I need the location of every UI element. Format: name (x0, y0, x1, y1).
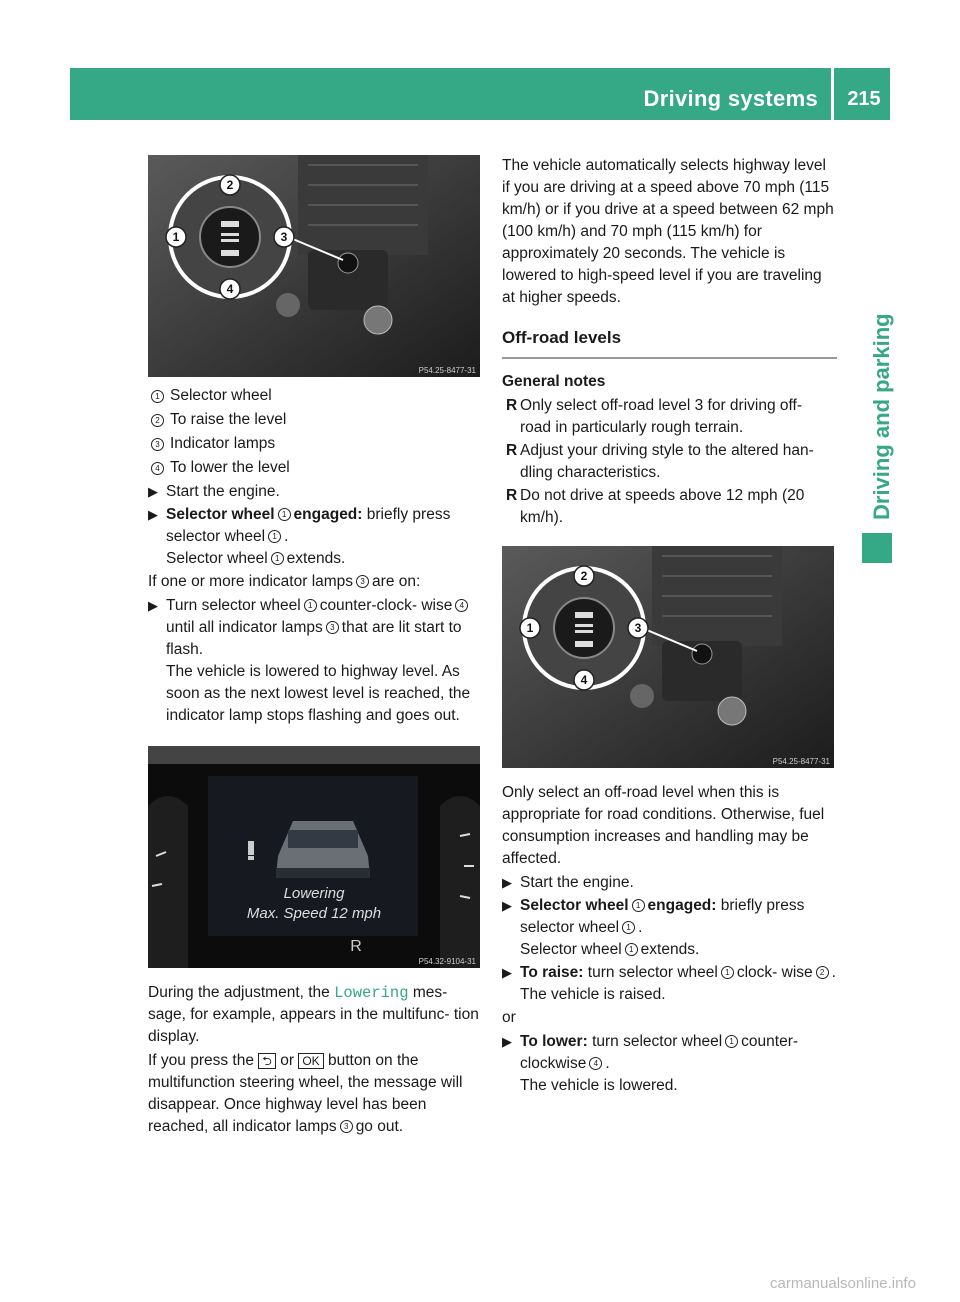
legend-item: 3 Indicator lamps (148, 433, 483, 455)
note-bullet: R Only select off-road level 3 for driving off- road in particularly rough terrain. (506, 397, 803, 436)
multifunction-display-photo (148, 746, 480, 968)
svg-text:P54.25-8477-31: P54.25-8477-31 (772, 757, 830, 766)
side-section-label: Driving and parking (869, 313, 894, 520)
step-engage-wheel: ▶ Selector wheel 1 engaged: briefly press selector wheel 1 . Selector wheel 1 extends. (502, 897, 805, 958)
indicator-condition: If one or more indicator lamps 3 are on: (148, 573, 421, 590)
svg-text:P54.32-9104-31: P54.32-9104-31 (418, 957, 476, 966)
step-start-engine: ▶ Start the engine. (502, 874, 634, 891)
highway-intro-text: The vehicle automatically selects highway level if you are driving at a speed above 70 mph (115 km/h) or if you drive at a speed between 62 mph (100 km/h) and 70 mph (115 km/h) for approximately 20 seconds. The vehicle is lowered to high-speed level if you are traveling at higher speeds. (502, 157, 834, 306)
svg-text:2: 2 (580, 569, 588, 583)
header-separator (831, 68, 834, 120)
svg-text:3: 3 (634, 621, 642, 635)
step-lower: ▶ To lower: turn selector wheel 1 counter- clockwise 4 . The vehicle is lowered. (502, 1033, 799, 1094)
note-bullet: R Do not drive at speeds above 12 mph (20 km/h). (506, 487, 805, 526)
legend-item: 4 To lower the level (148, 457, 483, 479)
ok-key-icon: OK (298, 1053, 323, 1069)
svg-text:4: 4 (580, 673, 588, 687)
svg-text:Max. Speed 12 mph: Max. Speed 12 mph (246, 905, 382, 922)
selector-wheel-photo (148, 155, 480, 377)
svg-text:4: 4 (226, 282, 234, 296)
press-button-text: If you press the ⮌ or OK button on the multifunction steering wheel, the message will disappear. Once highway level has been reached, all indicator lamps 3 go out. (148, 1052, 463, 1135)
or-text: or (502, 1009, 516, 1026)
back-key-icon: ⮌ (258, 1053, 276, 1069)
svg-text:R: R (350, 938, 362, 955)
selector-wheel-photo-2 (502, 546, 834, 768)
legend-item: 2 To raise the level (148, 409, 483, 431)
general-notes-title: General notes (502, 373, 606, 390)
step-raise: ▶ To raise: turn selector wheel 1 clock- wise 2 . The vehicle is raised. (502, 964, 836, 1003)
svg-text:1: 1 (526, 621, 534, 635)
note-bullet: R Adjust your driving style to the altered han- dling characteristics. (506, 442, 814, 481)
step-turn-wheel: ▶ Turn selector wheel 1 counter-clock- wise 4until all indicator lamps 3 that are lit start to flash. The vehicle is lowered to highway level. As soon as the next lowest level is reached, the indicator lamp stops flashing and goes out. (148, 597, 471, 724)
svg-text:Lowering: Lowering (283, 885, 345, 902)
footer-watermark: carmanualsonline.info (770, 1275, 916, 1292)
svg-text:1: 1 (172, 230, 180, 244)
section-title: Off-road levels (502, 327, 837, 359)
svg-text:P54.25-8477-31: P54.25-8477-31 (418, 366, 476, 375)
svg-text:2: 2 (226, 178, 234, 192)
header-title: Driving systems (643, 86, 818, 111)
page-number: 215 (847, 88, 881, 110)
step-start-engine: ▶ Start the engine. (148, 483, 280, 500)
svg-text:3: 3 (280, 230, 288, 244)
step-engage-wheel: ▶ Selector wheel 1 engaged: briefly press selector wheel 1 . Selector wheel 1 extends. (148, 506, 451, 567)
side-marker (862, 533, 892, 563)
legend-item: 1 Selector wheel (148, 385, 483, 407)
off-road-caution-text: Only select an off-road level when this is appropriate for road conditions. Otherwise, fuel consumption increases and handling may be affected. (502, 784, 825, 867)
right-column (502, 155, 837, 1098)
during-adjustment-text: During the adjustment, the Lowering mes- sage, for example, appears in the multifunc- tion display. (148, 984, 479, 1045)
left-column (148, 155, 483, 1140)
